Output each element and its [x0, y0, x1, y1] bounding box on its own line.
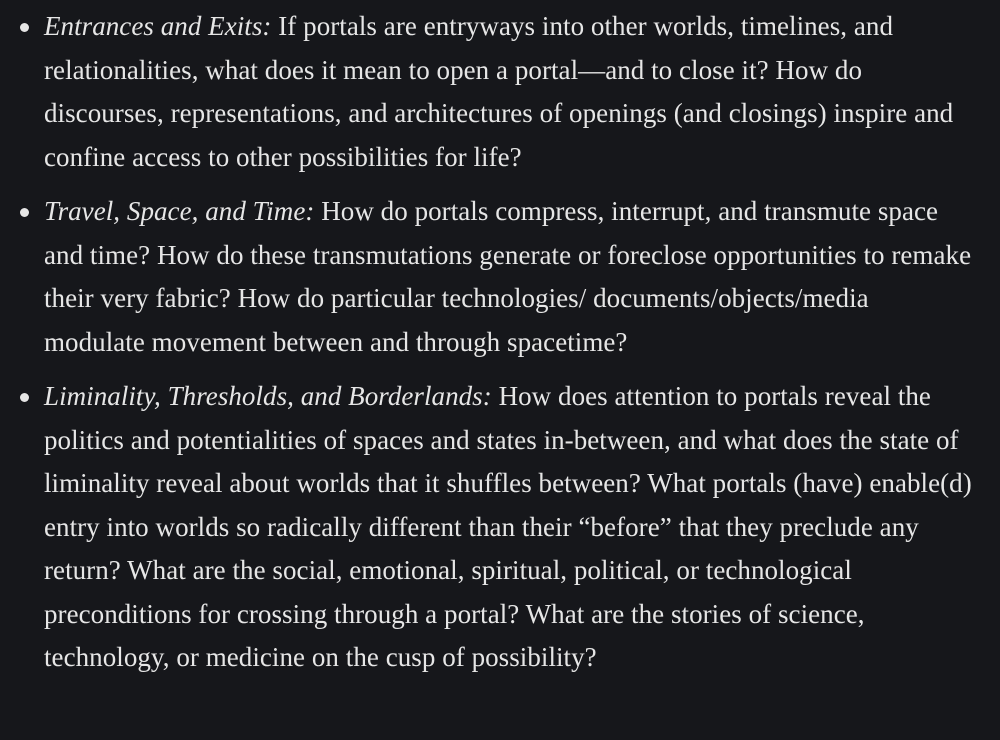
item-lead: Travel, Space, and Time:	[44, 196, 315, 226]
list-item-liminality	[0, 375, 1000, 680]
bullet-list	[0, 5, 1000, 680]
item-lead: Entrances and Exits:	[44, 11, 272, 41]
list-item-travel-space-time	[0, 190, 1000, 364]
bullet-icon	[20, 393, 29, 402]
bullet-icon	[20, 208, 29, 217]
item-lead: Liminality, Thresholds, and Borderlands:	[44, 381, 492, 411]
item-body: If portals are entryways into other worlds, timelines, and relationalities, what does it mean to open a portal—and to close it? How do discourses, representations, and architectures of openings (and closings) inspire and confine access to other possibilities for life?	[44, 11, 954, 172]
item-body: How do portals compress, interrupt, and transmute space and time? How do these transmutations generate or foreclose opportunities to remake their very fabric? How do particular technologies/ documents/objects/media modulate movement between and through spacetime?	[44, 196, 972, 357]
bullet-icon	[20, 23, 29, 32]
item-body: How does attention to portals reveal the politics and potentialities of spaces and states in-between, and what does the state of liminality reveal about worlds that it shuffles between? What portals (have) enable(d) entry into worlds so radically different than their “before” that they preclude any return? What are the social, emotional, spiritual, political, or technological preconditions for crossing through a portal? What are the stories of science, technology, or medicine on the cusp of possibility?	[44, 381, 972, 672]
list-item-entrances-exits	[0, 5, 1000, 179]
